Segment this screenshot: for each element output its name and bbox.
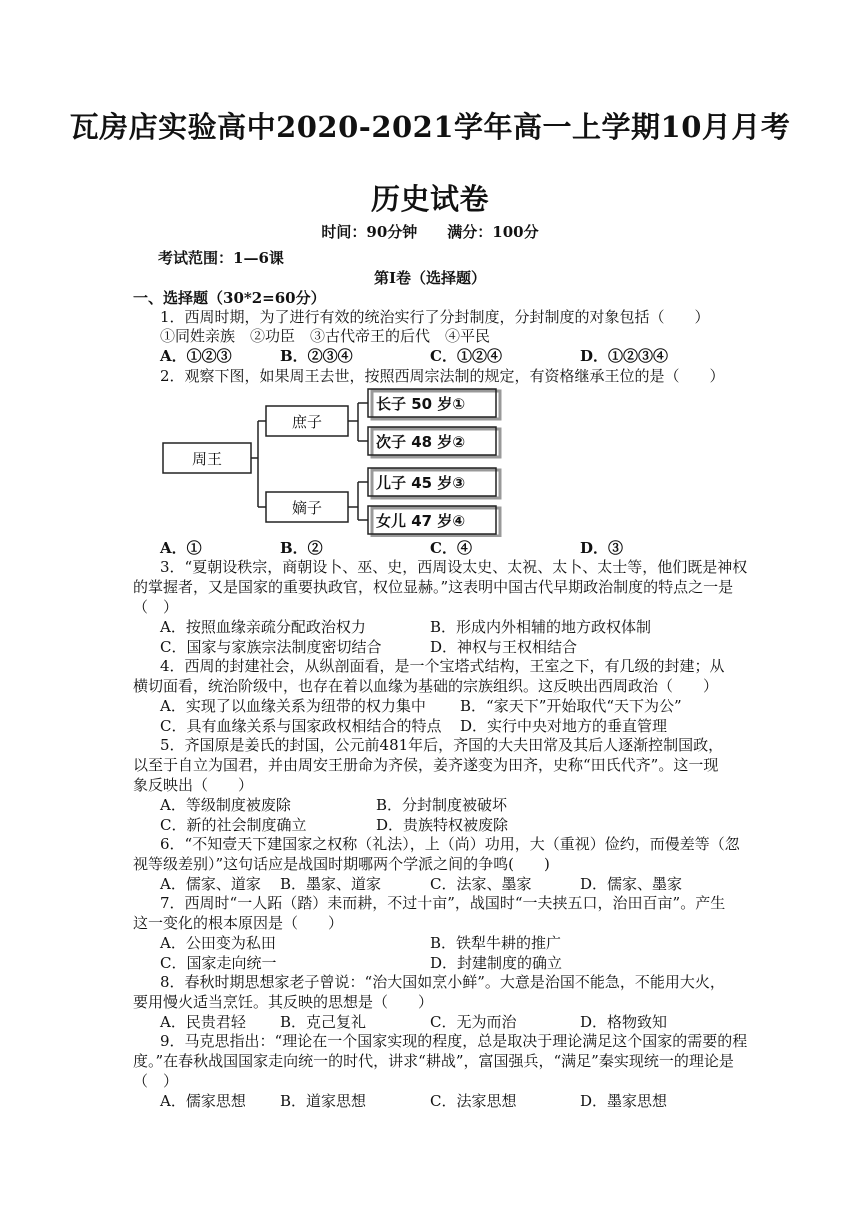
q4-option-d: D．实行中央对地方的垂直管理 [460,717,668,735]
q9-stem-line2: 度。”在春秋战国国家走向统一的时代，讲求“耕战”，富国强兵，“满足”秦实现统一的理论是 [133,1052,734,1070]
exam-title-line2: 历史试卷 [370,182,489,216]
q5-stem-line1: 5．齐国原是姜氏的封国，公元前481年后，齐国的大夫田常及其后人逐渐控制国政， [160,736,724,754]
q7-stem-line1: 7．西周时“一人跖（踏）耒而耕，不过十亩”，战国时“一夫挟五口，治田百亩”。产生 [160,894,726,912]
q9-option-c: C．法家思想 [430,1092,517,1110]
q5-stem-line3: 象反映出（ ） [133,776,254,794]
q8-option-b: B．克己复礼 [280,1013,367,1031]
q5-stem-line2: 以至于自立为国君，并由周安王册命为齐侯，姜齐遂变为田齐，史称“田氏代齐”。这一现 [133,756,719,774]
q3-option-c: C．国家与家族宗法制度密切结合 [160,638,382,656]
q6-option-d: D．儒家、墨家 [580,875,683,893]
q6-stem-line1: 6．“不知壹天下建国家之权称（礼法），上（尚）功用，大（重视）俭约，而僈差等（忽 [160,835,740,853]
section-heading: 一、选择题（30*2=60分） [133,289,326,307]
q4-option-a: A．实现了以血缘关系为纽带的权力集中 [160,697,426,715]
q2-option-c: C．④ [430,539,472,557]
diagram-branch-top-label: 庶子 [291,413,323,431]
q4-option-c: C．具有血缘关系与国家政权相结合的特点 [160,717,442,735]
q2-option-b: B．② [280,539,323,557]
q2-stem: 2．观察下图，如果周王去世，按照西周宗法制的规定，有资格继承王位的是（ ） [160,367,725,385]
q9-stem-line3: （ ） [133,1072,179,1090]
exam-title-line1: 瓦房店实验高中2020-2021学年高一上学期10月月考 [69,110,791,144]
q2-option-d: D．③ [580,539,624,557]
q6-option-a: A．儒家、道家 [160,875,261,893]
q4-stem-line1: 4．西周的封建社会，从纵剖面看，是一个宝塔式结构，王室之下，有几级的封建；从 [160,657,725,675]
q6-option-c: C．法家、墨家 [430,875,532,893]
q5-option-c: C．新的社会制度确立 [160,816,307,834]
diagram-root-label: 周王 [191,450,223,468]
q9-option-b: B．道家思想 [280,1092,367,1110]
q8-stem-line2: 要用慢火适当烹饪。其反映的思想是（ ） [133,993,434,1011]
succession-diagram [158,387,508,537]
q9-stem-line1: 9．马克思指出：“理论在一个国家实现的程度，总是取决于理论满足这个国家的需要的程 [160,1032,748,1050]
q7-option-c: C．国家走向统一 [160,954,277,972]
q7-option-d: D．封建制度的确立 [430,954,563,972]
q1-option-a: A．①②③ [160,347,232,365]
q4-option-b: B．“家天下”开始取代“天下为公” [460,697,682,715]
q3-stem-line2: 的掌握者，又是国家的重要执政官，权位显赫。”这表明中国古代早期政治制度的特点之一是 [133,578,734,596]
time-score-info: 时间：90分钟 满分：100分 [321,223,539,241]
q5-option-d: D．贵族特权被废除 [376,816,509,834]
q2-option-a: A．① [160,539,202,557]
diagram-leaf-2: 次子 48 岁② [376,433,466,451]
q7-stem-line2: 这一变化的根本原因是（ ） [133,914,344,932]
q5-option-a: A．等级制度被废除 [160,796,291,814]
q3-stem-line1: 3．“夏朝设秩宗，商朝设卜、巫、史，西周设太史、太祝、太卜、太士等，他们既是神权 [160,558,748,576]
q1-items: ①同姓亲族 ②功臣 ③古代帝王的后代 ④平民 [160,327,491,345]
q7-option-a: A．公田变为私田 [160,934,276,952]
q8-option-c: C．无为而治 [430,1013,517,1031]
q3-option-a: A．按照血缘亲疏分配政治权力 [160,618,366,636]
q3-option-d: D．神权与王权相结合 [430,638,578,656]
q9-option-a: A．儒家思想 [160,1092,246,1110]
q1-option-b: B．②③④ [280,347,353,365]
q8-stem-line1: 8．春秋时期思想家老子曾说：“治大国如烹小鲜”。大意是治国不能急，不能用大火， [160,973,725,991]
q9-option-d: D．墨家思想 [580,1092,668,1110]
exam-scope: 考试范围：1—6课 [158,249,284,267]
volume-heading: 第Ⅰ卷（选择题） [373,269,487,287]
q3-option-b: B．形成内外相辅的地方政权体制 [430,618,652,636]
diagram-leaf-1: 长子 50 岁① [376,395,466,413]
q1-option-d: D．①②③④ [580,347,669,365]
q3-stem-line3: （ ） [133,598,179,616]
q1-stem: 1．西周时期，为了进行有效的统治实行了分封制度，分封制度的对象包括（ ） [160,308,710,326]
diagram-leaf-4: 女儿 47 岁④ [376,512,466,530]
q1-option-c: C．①②④ [430,347,502,365]
diagram-leaf-3: 儿子 45 岁③ [376,474,466,492]
q8-option-d: D．格物致知 [580,1013,668,1031]
q6-stem-line2: 视等级差别）”这句话应是战国时期哪两个学派之间的争鸣( ) [133,855,550,873]
q6-option-b: B．墨家、道家 [280,875,382,893]
diagram-branch-bottom-label: 嫡子 [291,499,323,517]
q8-option-a: A．民贵君轻 [160,1013,246,1031]
q7-option-b: B．铁犁牛耕的推广 [430,934,562,952]
q4-stem-line2: 横切面看，统治阶级中，也存在着以血缘为基础的宗族组织。这反映出西周政治（ ） [133,677,719,695]
q5-option-b: B．分封制度被破坏 [376,796,508,814]
